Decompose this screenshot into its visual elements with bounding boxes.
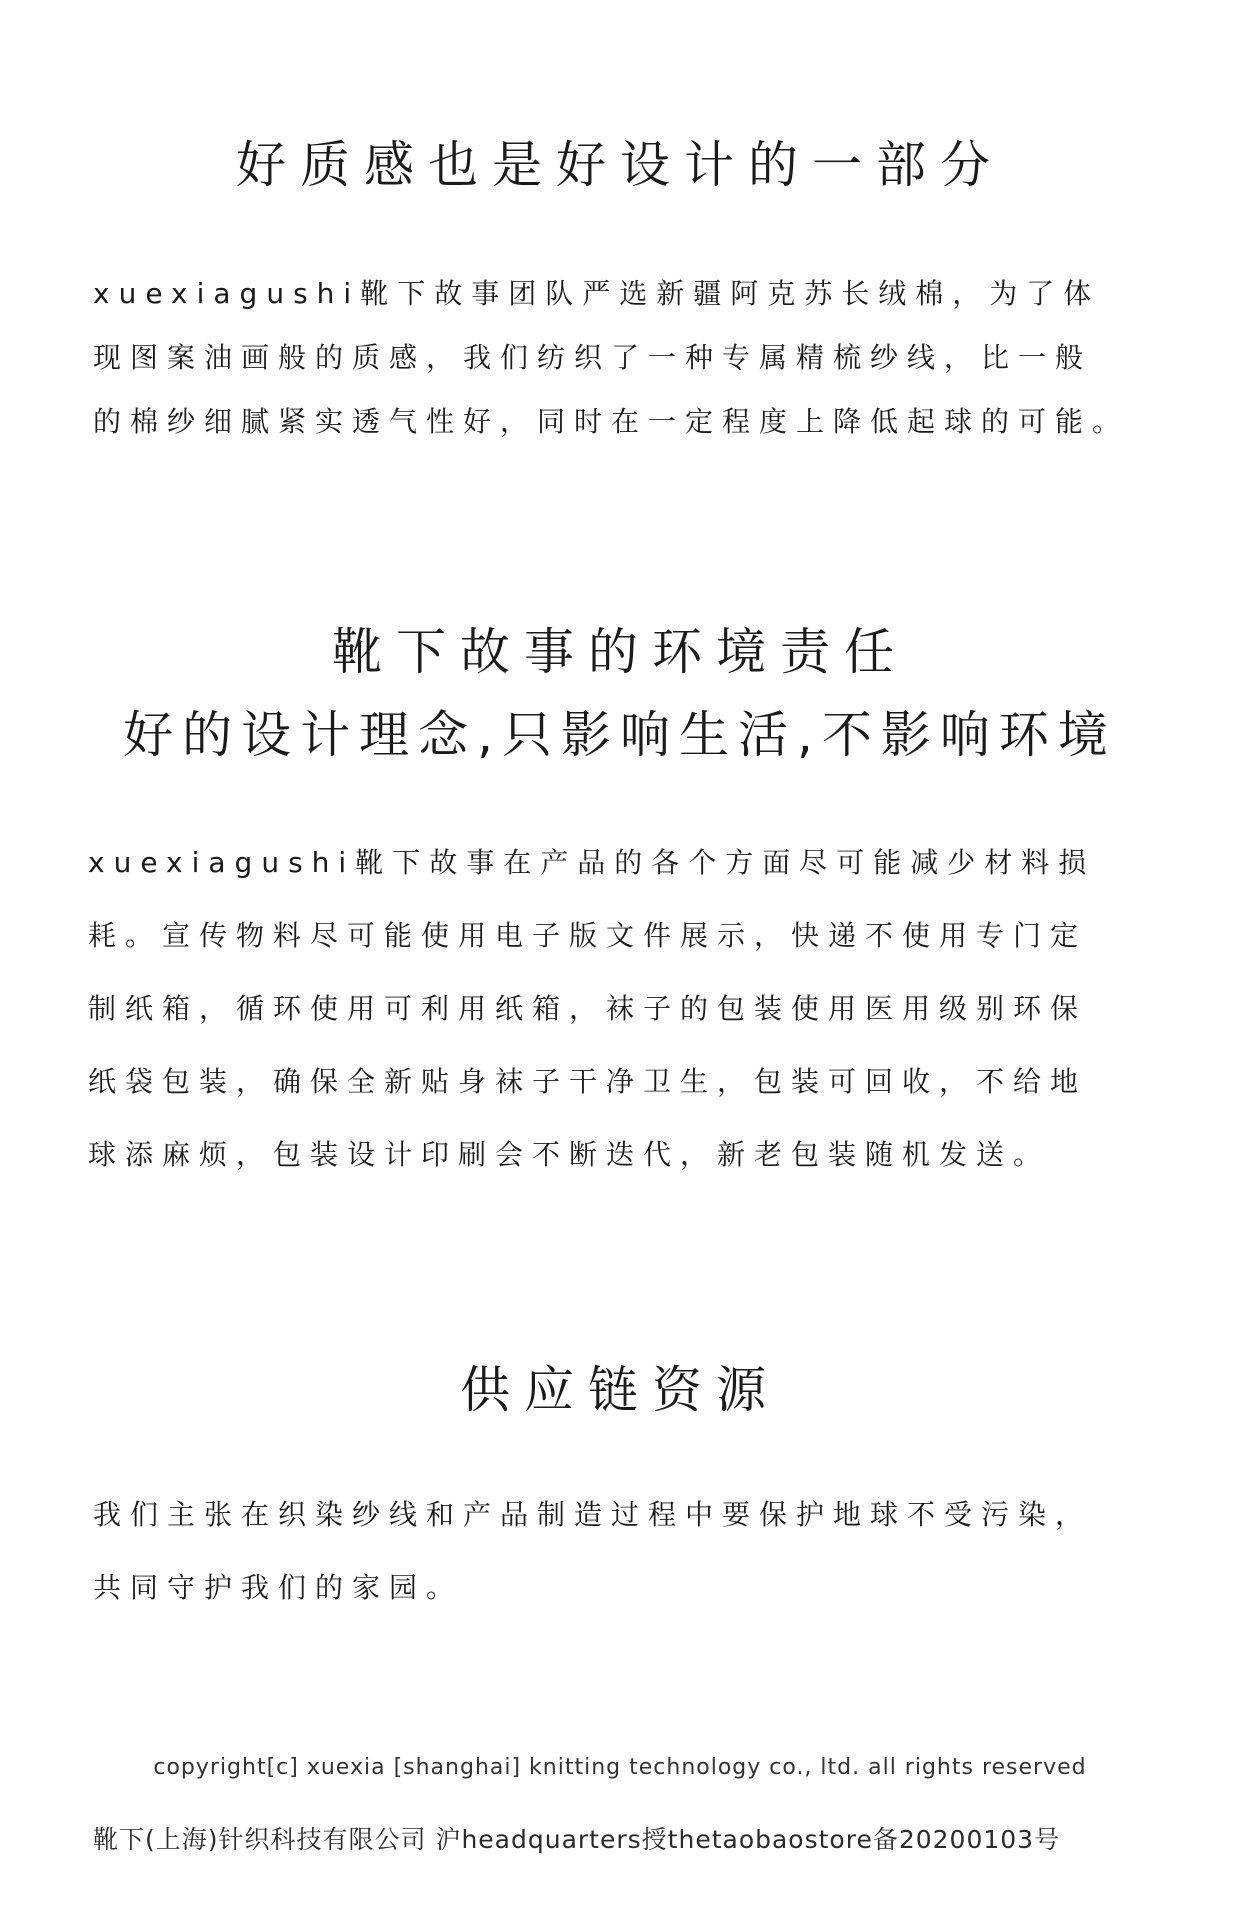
section-quality-heading: 好质感也是好设计的一部分 bbox=[236, 136, 1004, 194]
section-environment-line: 耗。宣传物料尽可能使用电子版文件展示，快递不使用专门定 bbox=[88, 919, 1088, 952]
section-supply-chain-heading: 供应链资源 bbox=[460, 1361, 780, 1419]
section-quality-line: xuexiagushi靴下故事团队严选新疆阿克苏长绒棉，为了体 bbox=[93, 277, 1101, 310]
footer-copyright: copyright[c] xuexia [shanghai] knitting technology co., ltd. all rights reserved bbox=[153, 1755, 1087, 1780]
section-environment-heading: 靴下故事的环境责任 bbox=[332, 623, 908, 681]
section-quality-line: 现图案油画般的质感，我们纺织了一种专属精梳纱线，比一般 bbox=[93, 341, 1093, 374]
section-quality-line: 的棉纱细腻紧实透气性好，同时在一定程度上降低起球的可能。 bbox=[93, 405, 1130, 438]
footer-company-registration: 靴下(上海)针织科技有限公司 沪headquarters授thetaobaostore备20200103号 bbox=[93, 1825, 1061, 1854]
section-environment-line: 纸袋包装，确保全新贴身袜子干净卫生，包装可回收，不给地 bbox=[88, 1065, 1088, 1098]
section-environment-line: xuexiagushi靴下故事在产品的各个方面尽可能减少材料损 bbox=[88, 846, 1096, 879]
section-supply-chain-line: 我们主张在织染纱线和产品制造过程中要保护地球不受污染， bbox=[93, 1498, 1093, 1531]
section-environment-subheading: 好的设计理念,只影响生活,不影响环境 bbox=[123, 706, 1117, 764]
section-environment-line: 制纸箱，循环使用可利用纸箱，袜子的包装使用医用级别环保 bbox=[88, 992, 1088, 1025]
section-supply-chain-line: 共同守护我们的家园。 bbox=[93, 1571, 464, 1604]
section-environment-line: 球添麻烦，包装设计印刷会不断迭代，新老包装随机发送。 bbox=[88, 1138, 1051, 1171]
